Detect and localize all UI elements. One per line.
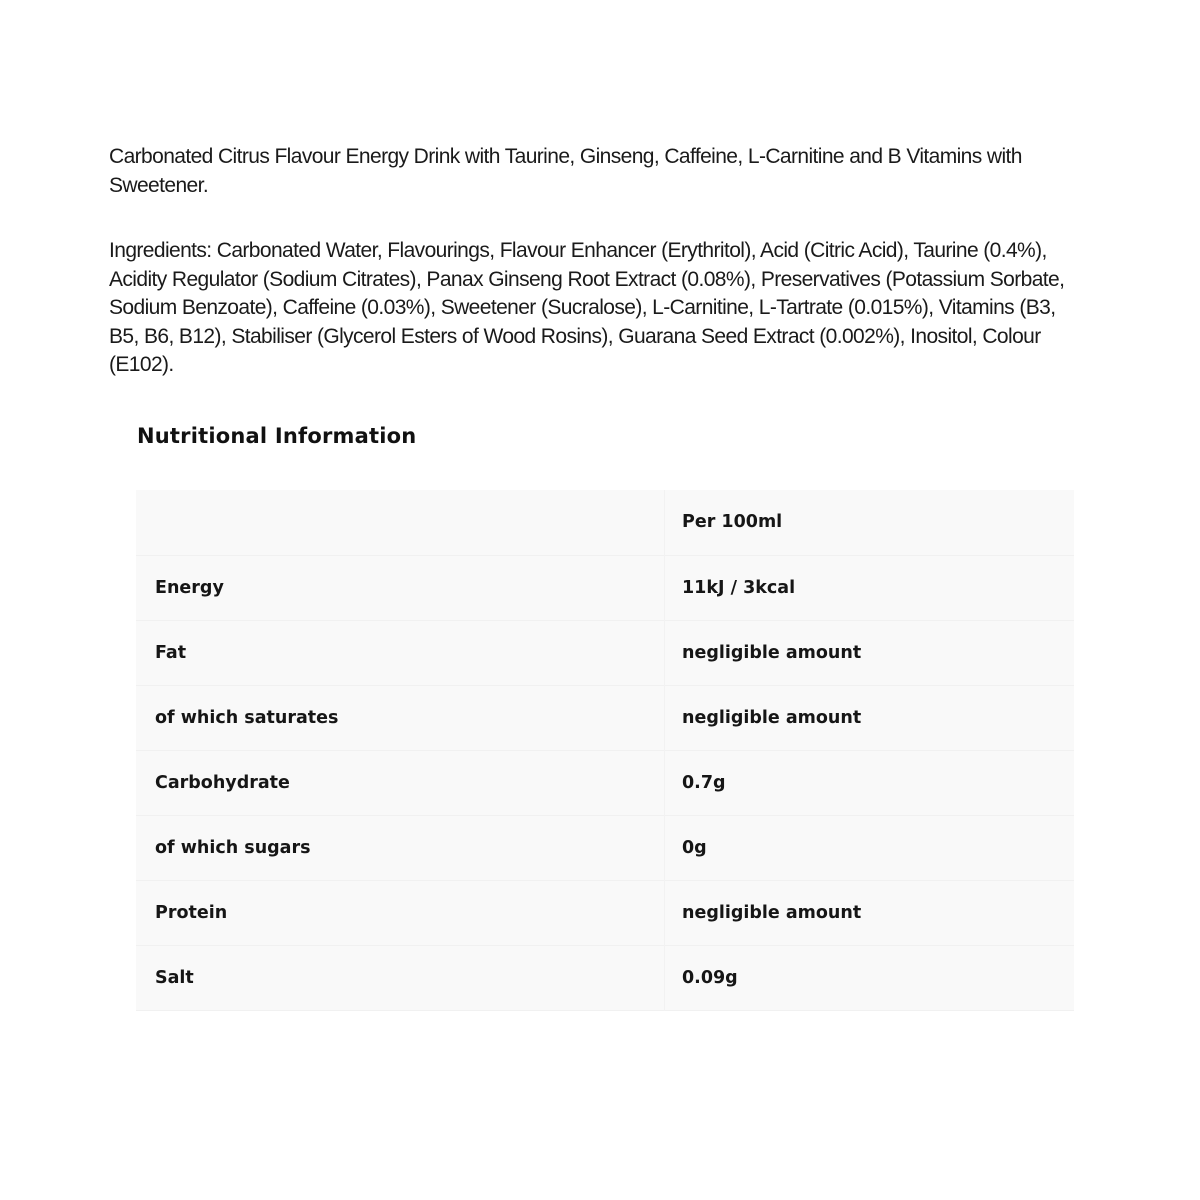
nutrient-value: 0g xyxy=(682,837,707,858)
nutrition-row-carbohydrate xyxy=(136,750,1074,815)
ingredients-list: Ingredients: Carbonated Water, Flavourings, Flavour Enhancer (Erythritol), Acid (Citric Acid), Taurine (0.4%), Acidity Regulator (Sodium Citrates), Panax Ginseng Root Extract (0.08%), Preservatives (Potassium Sorbate, Sodium Benzoate), Caffeine (0.03%), Sweetener (Sucralose), L-Carnitine, L-Tartrate (0.015%), Vitamins (B3, B5, B6, B12), Stabiliser (Glycerol Esters of Wood Rosins), Guarana Seed Extract (0.002%), Inositol, Colour (E102). xyxy=(109,239,1065,376)
nutrient-header-label xyxy=(136,490,665,555)
nutrient-label: of which sugars xyxy=(136,815,665,880)
nutrient-value: 0.09g xyxy=(682,967,738,988)
nutrition-row-protein xyxy=(136,880,1074,945)
nutrient-label: Protein xyxy=(136,880,665,945)
nutrient-label: of which saturates xyxy=(136,685,665,750)
nutrient-label: Carbohydrate xyxy=(136,750,665,815)
nutrient-value: negligible amount xyxy=(682,642,862,663)
per-100ml-header: Per 100ml xyxy=(682,512,783,533)
nutrient-value: negligible amount xyxy=(682,902,862,923)
nutrition-row-energy xyxy=(136,555,1074,620)
nutrition-row-sugars xyxy=(136,815,1074,880)
nutrition-header-row xyxy=(136,490,1074,555)
nutrition-row-salt xyxy=(136,945,1074,1010)
nutrient-label: Fat xyxy=(136,620,665,685)
nutrition-row-saturates xyxy=(136,685,1074,750)
nutrition-table xyxy=(136,490,1074,1011)
nutrient-value: 11kJ / 3kcal xyxy=(682,577,796,598)
nutrition-title: Nutritional Information xyxy=(137,424,417,448)
product-description: Carbonated Citrus Flavour Energy Drink with Taurine, Ginseng, Caffeine, L-Carnitine and B Vitamins with Sweetener. xyxy=(109,145,1022,197)
nutrient-value: 0.7g xyxy=(682,772,726,793)
nutrient-label: Salt xyxy=(136,945,665,1010)
nutrient-label: Energy xyxy=(136,555,665,620)
nutrition-row-fat xyxy=(136,620,1074,685)
nutrient-value: negligible amount xyxy=(682,707,862,728)
